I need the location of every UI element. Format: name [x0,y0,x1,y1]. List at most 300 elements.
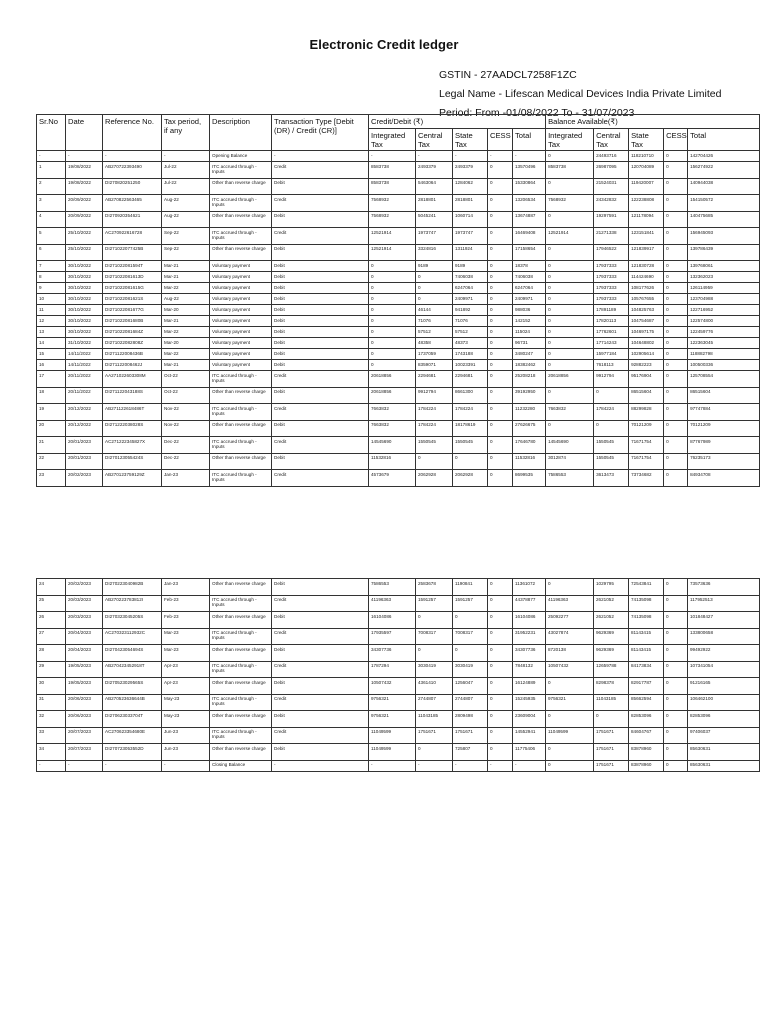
cell-date: 20/07/2023 [66,744,103,761]
cell-description: Other than reverse charge [210,178,272,195]
header-sr-no: Sr.No [37,115,66,151]
cell-transaction-type: Credit [272,661,369,678]
cell-sr-no: 17 [37,371,66,388]
table-row [37,338,760,349]
cell-reference-no: DI271022081677G [103,305,162,316]
cell-bal-state-tax: 121830728 [629,261,664,272]
cell-bal-central-tax: 17820113 [594,316,629,327]
cell-cd-central-tax: 0 [416,645,453,662]
cell-bal-total: 140475685 [688,211,760,228]
table-row [37,244,760,261]
header-bal-integrated-tax: Integrated Tax [546,129,594,151]
cell-cd-total: 27626675 [513,420,546,437]
cell-tax-period: Mar-23 [162,645,210,662]
cell-bal-integrated-tax: 0 [546,744,594,761]
cell-cd-cess: 0 [488,711,513,728]
cell-transaction-type: Debit [272,272,369,283]
cell-tax-period: Jan-23 [162,579,210,596]
cell-tax-period: - [162,760,210,771]
cell-sr-no: 6 [37,244,66,261]
cell-bal-cess: 0 [664,711,688,728]
cell-cd-state-tax: 1550545 [453,437,488,454]
cell-tax-period: Mar-21 [162,261,210,272]
cell-description: Voluntary payment [210,272,272,283]
cell-cd-cess: 0 [488,404,513,421]
header-credit-debit: Credit/Debit (₹) [369,115,546,129]
cell-reference-no: DI271022077425B [103,244,162,261]
cell-bal-total: 123704988 [688,294,760,305]
cell-description: ITC accrued through - Inputs [210,694,272,711]
cell-bal-integrated-tax: 0 [546,678,594,695]
cell-transaction-type: Debit [272,349,369,360]
cell-date: 20/03/2023 [66,612,103,629]
cell-cd-state-tax: 57512 [453,327,488,338]
cell-sr-no: 31 [37,694,66,711]
header-cd-integrated-tax: Integrated Tax [369,129,416,151]
cell-cd-state-tax: 725807 [453,744,488,761]
cell-bal-cess: 0 [664,661,688,678]
cell-cd-integrated-tax: 7663832 [369,404,416,421]
cell-bal-total: 139786439 [688,244,760,261]
cell-cd-total: 16124889 [513,678,546,695]
cell-sr-no: 29 [37,661,66,678]
cell-cd-total: 39192950 [513,387,546,404]
header-cd-central-tax: Central Tax [416,129,453,151]
cell-cd-state-tax: 941892 [453,305,488,316]
cell-bal-total: 125708554 [688,371,760,388]
cell-bal-state-tax: 104754687 [629,316,664,327]
cell-bal-central-tax: 17891189 [594,305,629,316]
cell-date: 31/10/2022 [66,338,103,349]
legal-name: Legal Name - Lifescan Medical Devices India Private Limited [439,88,722,100]
cell-bal-total: 142704426 [688,151,760,162]
cell-cd-cess: 0 [488,453,513,470]
cell-bal-cess: 0 [664,151,688,162]
cell-bal-total: 100500336 [688,360,760,371]
cell-cd-state-tax: 3030419 [453,661,488,678]
table-row [37,283,760,294]
cell-transaction-type: Debit [272,338,369,349]
cell-date: 20/04/2023 [66,645,103,662]
cell-bal-state-tax: 84173834 [629,661,664,678]
cell-bal-state-tax: 71671754 [629,453,664,470]
cell-tax-period: Mar-21 [162,360,210,371]
header-tax-period: Tax period, if any [162,115,210,151]
cell-cd-cess: 0 [488,645,513,662]
cell-sr-no: 2 [37,178,66,195]
cell-bal-cess: 0 [664,211,688,228]
header-bal-cess: CESS [664,129,688,151]
cell-bal-state-tax: 70121209 [629,420,664,437]
cell-bal-state-tax: 114424690 [629,272,664,283]
cell-cd-state-tax: 1784224 [453,404,488,421]
cell-bal-cess: 0 [664,628,688,645]
cell-cd-central-tax: 0 [416,453,453,470]
cell-cd-cess: 0 [488,437,513,454]
cell-tax-period: Aug-22 [162,211,210,228]
table-row [37,420,760,437]
cell-cd-state-tax: 0 [453,453,488,470]
cell-transaction-type: - [272,760,369,771]
cell-reference-no: DI271022081621S [103,294,162,305]
cell-bal-central-tax: 9912794 [594,371,629,388]
cell-tax-period: Mar-22 [162,283,210,294]
cell-sr-no: 20 [37,420,66,437]
cell-cd-total: 11361072 [513,579,546,596]
cell-cd-total: 44378877 [513,595,546,612]
cell-description: ITC accrued through - Inputs [210,470,272,487]
cell-bal-cess: 0 [664,744,688,761]
cell-description: Voluntary payment [210,305,272,316]
cell-cd-total: 15330864 [513,178,546,195]
cell-cd-integrated-tax: 4573679 [369,470,416,487]
cell-cd-integrated-tax: 8583738 [369,162,416,179]
cell-cd-state-tax: 71076 [453,316,488,327]
cell-cd-central-tax: 0 [416,294,453,305]
cell-bal-integrated-tax: 0 [546,178,594,195]
table-row [37,178,760,195]
cell-cd-central-tax: 2818801 [416,195,453,212]
cell-cd-central-tax: 46144 [416,305,453,316]
cell-date: 30/10/2022 [66,261,103,272]
cell-bal-state-tax: 122238808 [629,195,664,212]
cell-cd-state-tax: 2744807 [453,694,488,711]
cell-cd-total: 7848132 [513,661,546,678]
table-row [37,711,760,728]
cell-cd-central-tax: 2744807 [416,694,453,711]
cell-bal-integrated-tax: 7568932 [546,195,594,212]
cell-bal-total: 140944038 [688,178,760,195]
cell-cd-central-tax: 1973747 [416,228,453,245]
cell-bal-total: 101848427 [688,612,760,629]
header-transaction-type: Transaction Type [Debit (DR) / Credit (CR)] [272,115,369,151]
cell-bal-total: 86515604 [688,387,760,404]
cell-cd-state-tax: 10023391 [453,360,488,371]
cell-cd-state-tax: 7406038 [453,272,488,283]
cell-bal-cess: 0 [664,261,688,272]
cell-cd-integrated-tax: 20618856 [369,371,416,388]
cell-reference-no: DI271022081615G [103,283,162,294]
cell-reference-no: DI270523029565S [103,678,162,695]
cell-bal-central-tax: 0 [594,387,629,404]
table-row [37,327,760,338]
cell-cd-integrated-tax: 0 [369,283,416,294]
cell-cd-cess: 0 [488,283,513,294]
cell-bal-central-tax: 21271338 [594,228,629,245]
cell-description: Other than reverse charge [210,244,272,261]
cell-bal-state-tax: 85662594 [629,694,664,711]
cell-cd-integrated-tax: 0 [369,349,416,360]
cell-cd-total: 34307736 [513,645,546,662]
cell-description: ITC accrued through - Inputs [210,371,272,388]
cell-cd-cess: 0 [488,595,513,612]
cell-cd-cess: 0 [488,211,513,228]
cell-bal-state-tax: 81143415 [629,645,664,662]
table-row [37,694,760,711]
cell-cd-cess: - [488,760,513,771]
cell-bal-total: 122363045 [688,338,760,349]
table-row [37,678,760,695]
cell-transaction-type: Credit [272,437,369,454]
cell-cd-integrated-tax: 12521914 [369,228,416,245]
cell-bal-central-tax: 0 [594,420,629,437]
cell-sr-no: 11 [37,305,66,316]
cell-sr-no: 8 [37,272,66,283]
cell-bal-cess: 0 [664,387,688,404]
cell-cd-total: 11775406 [513,744,546,761]
cell-cd-state-tax: 18178619 [453,420,488,437]
cell-description: ITC accrued through - Inputs [210,162,272,179]
cell-bal-cess: 0 [664,283,688,294]
header-cd-total: Total [513,129,546,151]
cell-bal-total: 139768061 [688,261,760,272]
cell-bal-central-tax: 15977184 [594,349,629,360]
cell-tax-period: - [162,151,210,162]
cell-bal-central-tax: 17937333 [594,294,629,305]
cell-bal-state-tax: 92882223 [629,360,664,371]
cell-cd-total: 96731 [513,338,546,349]
ledger-table-top [36,114,760,487]
cell-transaction-type: Credit [272,694,369,711]
cell-cd-cess: 0 [488,678,513,695]
cell-bal-integrated-tax: 20618856 [546,371,594,388]
cell-cd-state-tax: 1973747 [453,228,488,245]
cell-bal-cess: 0 [664,470,688,487]
cell-cd-cess: 0 [488,387,513,404]
header-date: Date [66,115,103,151]
cell-date: 20/01/2023 [66,437,103,454]
cell-bal-central-tax: 3613473 [594,470,629,487]
cell-cd-state-tax: 1591257 [453,595,488,612]
cell-date: 20/12/2022 [66,404,103,421]
cell-cd-total: 18378 [513,261,546,272]
cell-date: 25/10/2022 [66,244,103,261]
cell-transaction-type: Debit [272,178,369,195]
cell-sr-no: 7 [37,261,66,272]
cell-cd-state-tax: 7008317 [453,628,488,645]
cell-cd-total: 16469408 [513,228,546,245]
cell-bal-cess: 0 [664,595,688,612]
cell-bal-total: 133800658 [688,628,760,645]
cell-reference-no: AA271022603308M [103,371,162,388]
cell-transaction-type: Credit [272,628,369,645]
cell-sr-no: 34 [37,744,66,761]
cell-transaction-type: Debit [272,678,369,695]
cell-bal-total: 156945093 [688,228,760,245]
cell-bal-central-tax: 21524031 [594,178,629,195]
cell-cd-state-tax: 6247064 [453,283,488,294]
cell-description: Other than reverse charge [210,645,272,662]
cell-description: Voluntary payment [210,327,272,338]
cell-reference-no: AC270922616728 [103,228,162,245]
cell-cd-state-tax: 48373 [453,338,488,349]
cell-bal-integrated-tax: 7586553 [546,470,594,487]
cell-cd-cess: 0 [488,244,513,261]
cell-cd-central-tax: 3030419 [416,661,453,678]
cell-cd-state-tax: 1190841 [453,579,488,596]
cell-bal-total: 97747884 [688,404,760,421]
cell-cd-total: 115024 [513,327,546,338]
cell-description: Voluntary payment [210,261,272,272]
cell-cd-total: 11532816 [513,453,546,470]
cell-cd-central-tax: 11043185 [416,711,453,728]
cell-cd-total: 7406038 [513,272,546,283]
cell-tax-period: Aug-22 [162,294,210,305]
cell-cd-integrated-tax: 0 [369,294,416,305]
cell-cd-integrated-tax: 0 [369,272,416,283]
cell-bal-central-tax: 17946522 [594,244,629,261]
table-row [37,305,760,316]
header-bal-central-tax: Central Tax [594,129,629,151]
cell-bal-cess: 0 [664,305,688,316]
cell-cd-state-tax: 2818801 [453,195,488,212]
cell-bal-cess: 0 [664,371,688,388]
cell-description: Voluntary payment [210,349,272,360]
cell-bal-state-tax: 86515604 [629,387,664,404]
cell-cd-central-tax: 0 [416,744,453,761]
cell-bal-cess: 0 [664,316,688,327]
cell-date: 19/05/2023 [66,678,103,695]
cell-cd-state-tax: 2493379 [453,162,488,179]
cell-cd-state-tax: 1751671 [453,727,488,744]
cell-bal-state-tax: 120704089 [629,162,664,179]
cell-cd-central-tax: 57512 [416,327,453,338]
cell-cd-central-tax: 9189 [416,261,453,272]
cell-bal-integrated-tax: 0 [546,420,594,437]
cell-reference-no: DI270423054694S [103,645,162,662]
cell-bal-total: 118882798 [688,349,760,360]
ledger-table-bottom [36,578,760,772]
cell-bal-total: 122574800 [688,316,760,327]
cell-cd-cess: 0 [488,272,513,283]
cell-bal-total: 154150572 [688,195,760,212]
cell-bal-total: 70121209 [688,420,760,437]
table-row [37,595,760,612]
cell-cd-state-tax: 8661300 [453,387,488,404]
cell-bal-state-tax: 119420007 [629,178,664,195]
cell-tax-period: Mar-23 [162,628,210,645]
cell-sr-no: 24 [37,579,66,596]
cell-cd-state-tax: 2409971 [453,294,488,305]
table-row [37,470,760,487]
cell-date: 20/09/2022 [66,195,103,212]
cell-sr-no: 14 [37,338,66,349]
cell-sr-no: 23 [37,470,66,487]
cell-bal-cess: 0 [664,228,688,245]
cell-cd-cess: 0 [488,305,513,316]
cell-cd-total: - [513,760,546,771]
table-row [37,727,760,744]
cell-cd-integrated-tax: 17935597 [369,628,416,645]
cell-cd-state-tax: 1743188 [453,349,488,360]
gstin: GSTIN - 27AADCL7258F1ZC [439,69,577,81]
cell-reference-no: DI271022081684Z [103,327,162,338]
cell-bal-integrated-tax: 0 [546,294,594,305]
cell-bal-state-tax: 82853096 [629,711,664,728]
cell-description: ITC accrued through - Inputs [210,661,272,678]
cell-cd-integrated-tax: 10507432 [369,678,416,695]
cell-transaction-type: - [272,151,369,162]
cell-bal-central-tax: 9629369 [594,628,629,645]
cell-tax-period: Apr-23 [162,661,210,678]
cell-cd-integrated-tax: - [369,760,416,771]
cell-cd-integrated-tax: 7568932 [369,211,416,228]
cell-cd-cess: 0 [488,178,513,195]
cell-bal-cess: 0 [664,579,688,596]
table-row [37,760,760,771]
table-row [37,612,760,629]
cell-tax-period: Aug-22 [162,195,210,212]
cell-date: 20/02/2023 [66,579,103,596]
cell-date: 20/12/2022 [66,420,103,437]
cell-cd-state-tax: 1284062 [453,178,488,195]
cell-date: 30/10/2022 [66,316,103,327]
cell-tax-period: Feb-23 [162,612,210,629]
cell-cd-cess: 0 [488,162,513,179]
cell-reference-no: DI270920354621 [103,211,162,228]
cell-reference-no: DI270723053552D [103,744,162,761]
cell-bal-cess: 0 [664,404,688,421]
cell-bal-cess: 0 [664,162,688,179]
cell-tax-period: Mar-22 [162,349,210,360]
cell-bal-integrated-tax: 0 [546,711,594,728]
cell-tax-period: Mar-20 [162,305,210,316]
cell-cd-central-tax: 71076 [416,316,453,327]
cell-cd-central-tax: 0 [416,283,453,294]
cell-cd-integrated-tax: 20618856 [369,387,416,404]
cell-transaction-type: Debit [272,294,369,305]
header-balance-available: Balance Available(₹) [546,115,760,129]
cell-cd-state-tax: 9189 [453,261,488,272]
cell-transaction-type: Debit [272,327,369,338]
cell-description: Other than reverse charge [210,420,272,437]
cell-cd-integrated-tax: 0 [369,316,416,327]
cell-bal-cess: 0 [664,453,688,470]
cell-bal-state-tax: 118210710 [629,151,664,162]
cell-description: ITC accrued through - Inputs [210,595,272,612]
cell-bal-total: 76235173 [688,453,760,470]
cell-bal-integrated-tax: 43027874 [546,628,594,645]
cell-bal-total: 107341054 [688,661,760,678]
cell-date: 30/10/2022 [66,327,103,338]
cell-sr-no: 32 [37,711,66,728]
cell-reference-no: AB270123759129Z [103,470,162,487]
cell-reference-no: DI270820251250 [103,178,162,195]
cell-bal-integrated-tax: 0 [546,349,594,360]
cell-reference-no: AC271222345827X [103,437,162,454]
cell-cd-central-tax: 8359071 [416,360,453,371]
cell-bal-central-tax: 1550545 [594,453,629,470]
cell-date: 19/08/2022 [66,162,103,179]
cell-cd-state-tax: 2062928 [453,470,488,487]
cell-sr-no: - [37,760,66,771]
table-row [37,294,760,305]
cell-sr-no: 22 [37,453,66,470]
cell-bal-integrated-tax: 14545690 [546,437,594,454]
cell-cd-integrated-tax: 9756321 [369,694,416,711]
cell-bal-cess: 0 [664,612,688,629]
cell-reference-no: AB270523636644B [103,694,162,711]
cell-cd-integrated-tax: 16104086 [369,612,416,629]
table-row [37,453,760,470]
cell-reference-no: AB270423452918T [103,661,162,678]
cell-bal-central-tax: 1784224 [594,404,629,421]
cell-tax-period: Sep-22 [162,244,210,261]
cell-cd-central-tax: 1737059 [416,349,453,360]
cell-sr-no: 33 [37,727,66,744]
cell-reference-no: AC270323112932C [103,628,162,645]
cell-bal-central-tax: 17937333 [594,283,629,294]
